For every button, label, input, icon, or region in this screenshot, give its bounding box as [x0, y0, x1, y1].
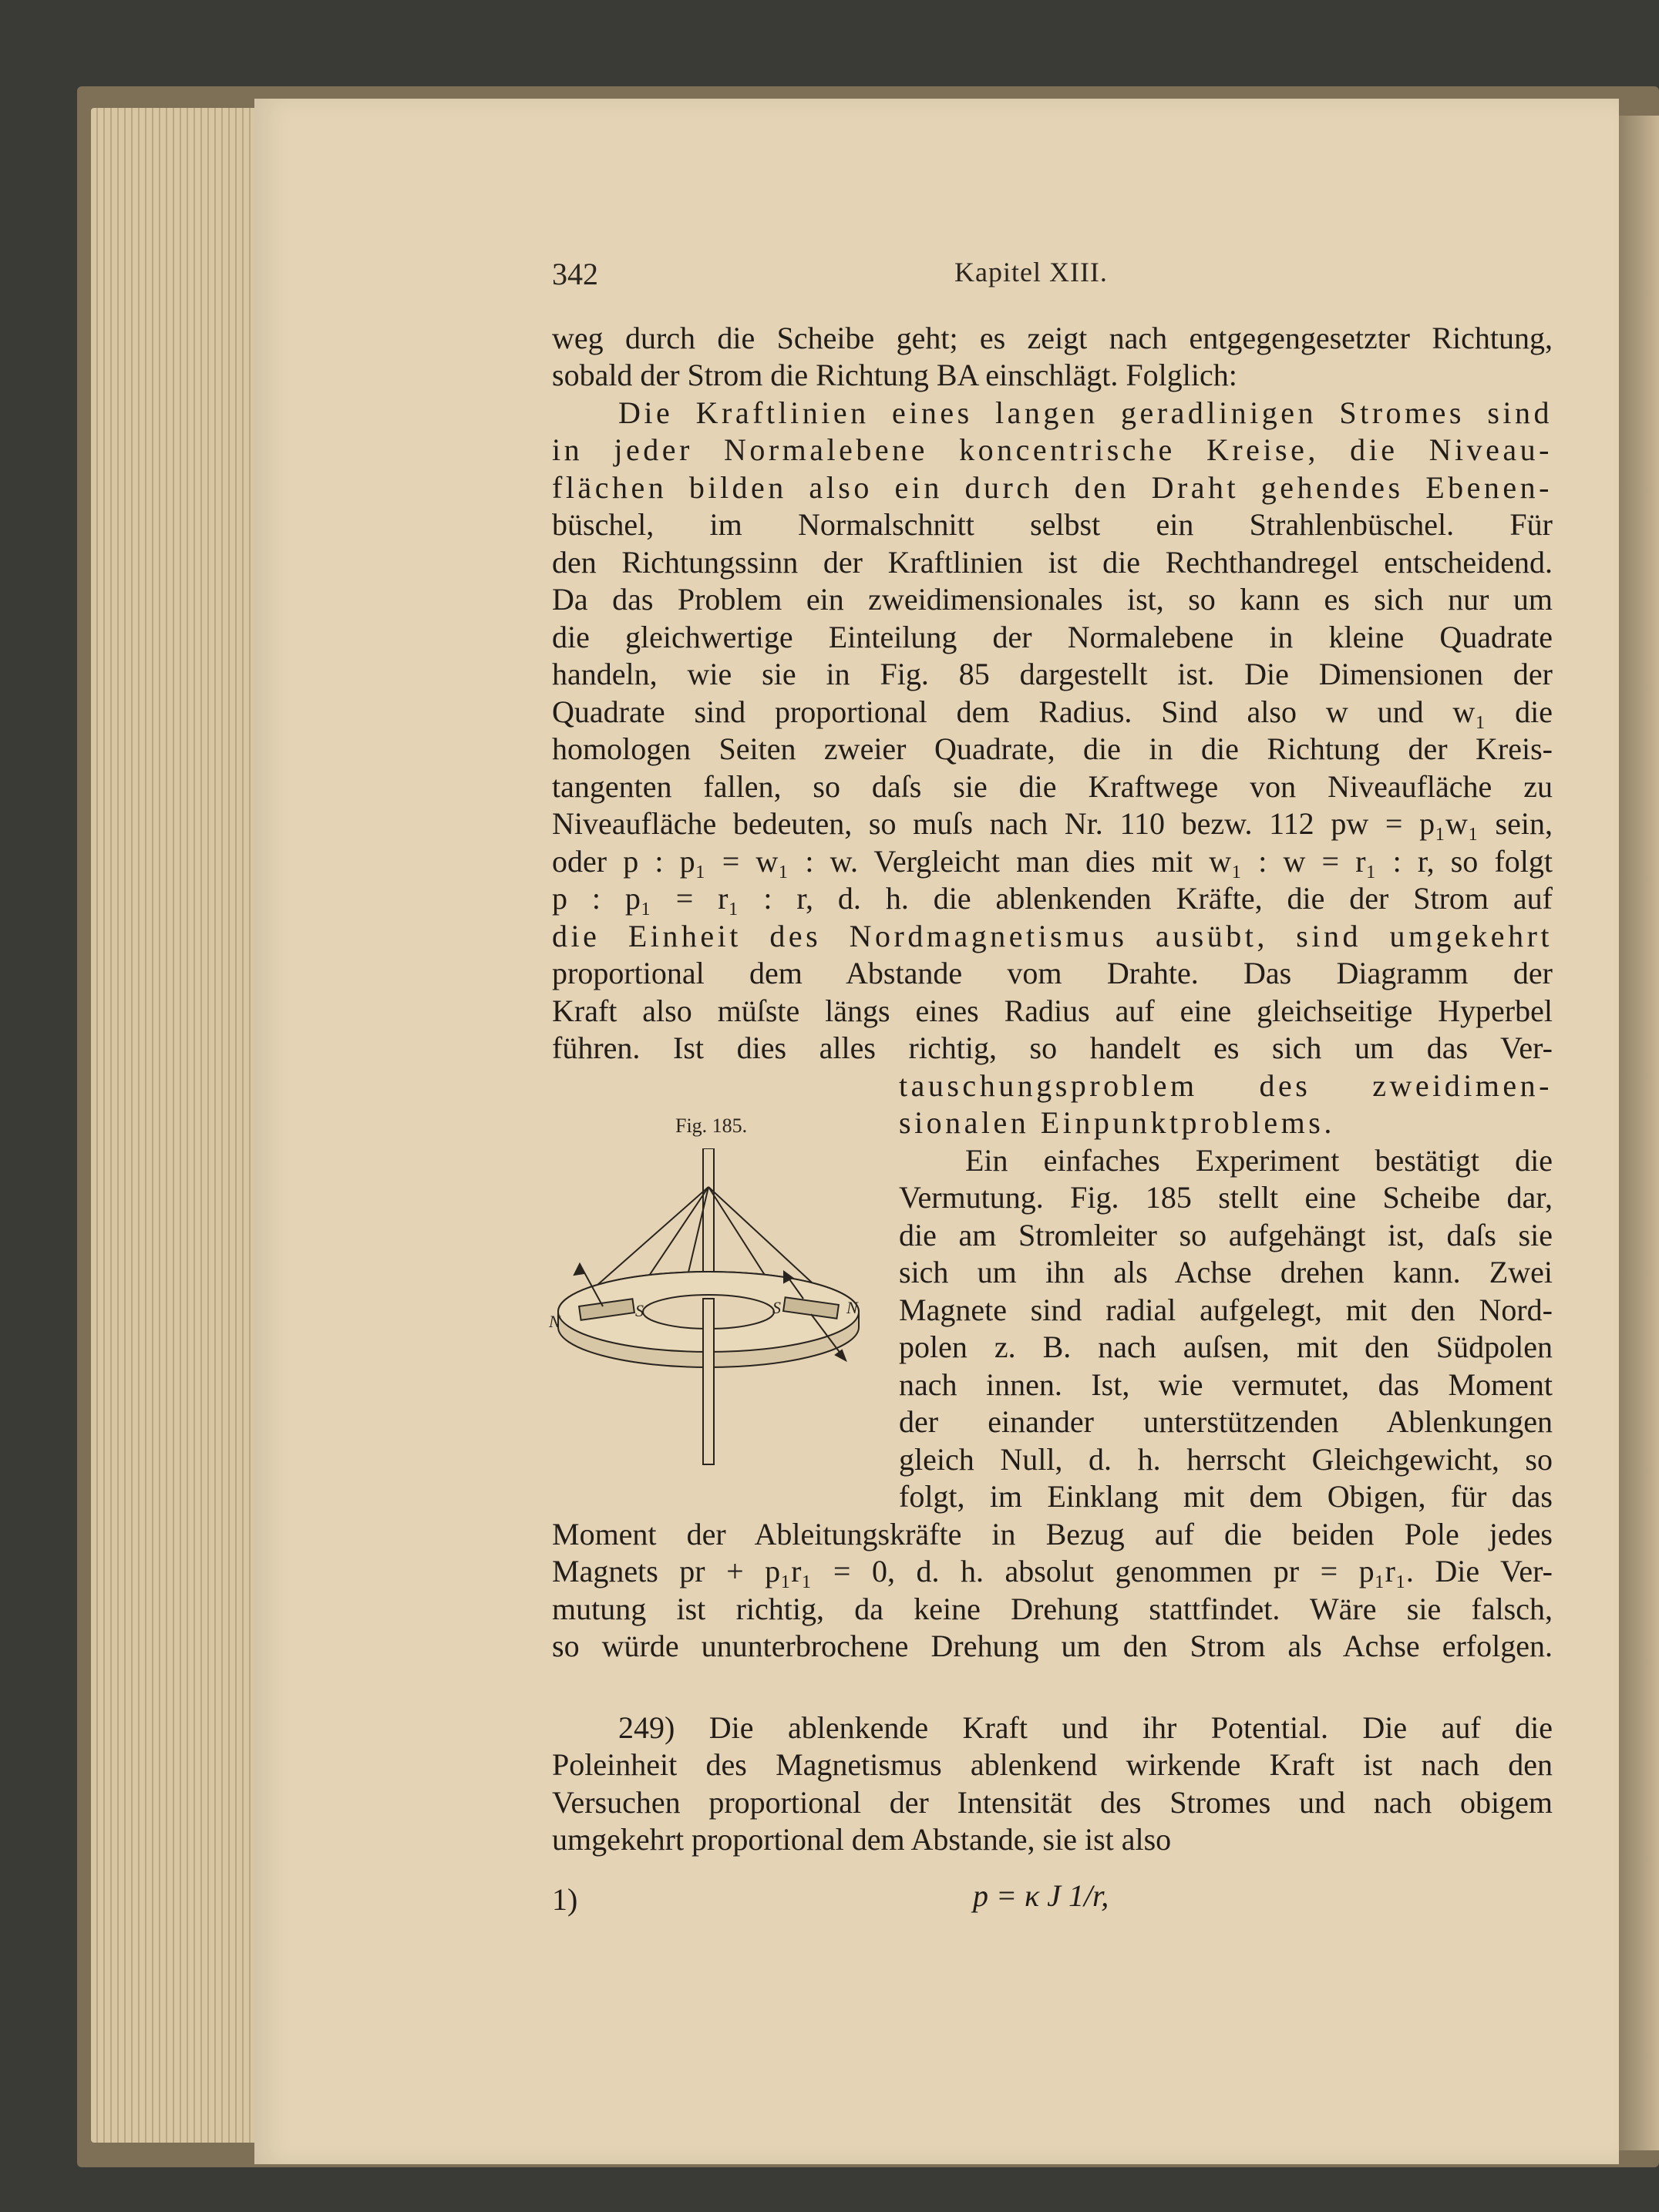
text-line: büschel, im Normalschnitt selbst ein Strahlenbüschel. Für: [552, 507, 1553, 542]
text-line: den Richtungssinn der Kraftlinien ist die Rechthandregel entscheidend.: [552, 545, 1553, 580]
text-line: in jeder Normalebene koncentrische Kreise, die Niveau-: [552, 432, 1553, 467]
figure-caption: Fig. 185.: [675, 1114, 748, 1137]
text-line: sobald der Strom die Richtung BA einschlägt. Folglich:: [552, 358, 1237, 392]
text-line: tangenten fallen, so daſs sie die Kraftwege von Niveaufläche zu: [552, 769, 1553, 804]
text-line: p : p₁ = r₁ : r, d. h. die ablenkenden Kräfte, die der Strom auf: [552, 881, 1553, 916]
text-line: nach innen. Ist, wie vermutet, das Moment: [899, 1367, 1553, 1402]
label-s-left: S: [635, 1301, 644, 1320]
text-line: weg durch die Scheibe geht; es zeigt nach entgegengesetzter Richtung,: [552, 321, 1553, 355]
text-line: mutung ist richtig, da keine Drehung stattfindet. Wäre sie falsch,: [552, 1592, 1553, 1626]
text-line: gleich Null, d. h. herrscht Gleichgewicht, so: [899, 1442, 1553, 1477]
text-line: so würde ununterbrochene Drehung um den Strom als Achse erfolgen.: [552, 1629, 1553, 1663]
text-line: proportional dem Abstande vom Drahte. Das Diagramm der: [552, 956, 1553, 990]
text-line: die am Stromleiter so aufgehängt ist, daſs sie: [899, 1218, 1553, 1252]
text-line: handeln, wie sie in Fig. 85 dargestellt ist. Die Dimensionen der: [552, 657, 1553, 691]
equation-number: 1): [552, 1882, 578, 1917]
text-line: Vermutung. Fig. 185 stellt eine Scheibe dar,: [899, 1180, 1553, 1215]
text-line: sionalen Einpunktproblems.: [899, 1105, 1335, 1140]
text-line: homologen Seiten zweier Quadrate, die in die Richtung der Kreis-: [552, 731, 1553, 766]
text-line: Da das Problem ein zweidimensionales ist, so kann es sich nur um: [552, 582, 1553, 617]
page-number: 342: [552, 257, 598, 291]
facing-page-edge: [1616, 116, 1659, 2150]
text-line: führen. Ist dies alles richtig, so handelt es sich um das Ver-: [552, 1030, 1553, 1065]
text-line: folgt, im Einklang mit dem Obigen, für das: [899, 1479, 1553, 1514]
text-line: die Einheit des Nordmagnetismus ausübt, sind umgekehrt: [552, 919, 1553, 953]
text-line: Magnete sind radial aufgelegt, mit den Nord-: [899, 1293, 1553, 1327]
text-line: oder p : p₁ = w₁ : w. Vergleicht man dies mit w₁ : w = r₁ : r, so folgt: [552, 844, 1553, 879]
text-line: Moment der Ableitungskräfte in Bezug auf die beiden Pole jedes: [552, 1517, 1553, 1551]
text-line: Kraft also müſste längs eines Radius auf eine gleichseitige Hyperbel: [552, 993, 1553, 1028]
running-head: Kapitel XIII.: [954, 257, 1108, 287]
section-heading-line: 249) Die ablenkende Kraft und ihr Potential. Die auf die: [618, 1710, 1553, 1745]
text-line: tauschungsproblem des zweidimen-: [899, 1068, 1553, 1103]
text-line: die gleichwertige Einteilung der Normalebene in kleine Quadrate: [552, 620, 1553, 654]
text-line: Magnets pr + p₁r₁ = 0, d. h. absolut genommen pr = p₁r₁. Die Ver-: [552, 1554, 1553, 1588]
text-line: flächen bilden also ein durch den Draht gehendes Ebenen-: [552, 470, 1553, 505]
text-line: umgekehrt proportional dem Abstande, sie ist also: [552, 1822, 1172, 1857]
text-line: Quadrate sind proportional dem Radius. Sind also w und w₁ die: [552, 694, 1553, 729]
equation: p = κ J 1/r,: [973, 1878, 1109, 1913]
arrow-left-head: [574, 1264, 584, 1275]
text-line: Versuchen proportional der Intensität des Stromes und nach obigem: [552, 1785, 1553, 1820]
text-line: Poleinheit des Magnetismus ablenkend wirkende Kraft ist nach den: [552, 1747, 1553, 1782]
text-line: der einander unterstützenden Ablenkungen: [899, 1404, 1553, 1439]
label-n-right: N: [846, 1298, 858, 1317]
conductor-lower: [703, 1299, 714, 1464]
label-s-right: S: [772, 1298, 781, 1317]
figure-185-disc-on-conductor: [549, 1148, 873, 1488]
text-line: polen z. B. nach auſsen, mit den Südpolen: [899, 1330, 1553, 1364]
text-line: Ein einfaches Experiment bestätigt die: [965, 1143, 1553, 1178]
text-line: Die Kraftlinien eines langen geradlinigen Stromes sind: [618, 395, 1553, 430]
arrow-right-head: [836, 1350, 846, 1360]
text-line: Niveaufläche bedeuten, so muſs nach Nr. 110 bezw. 112 pw = p₁w₁ sein,: [552, 806, 1553, 841]
text-line: sich um ihn als Achse drehen kann. Zwei: [899, 1255, 1553, 1289]
label-n-left: N: [549, 1312, 560, 1331]
